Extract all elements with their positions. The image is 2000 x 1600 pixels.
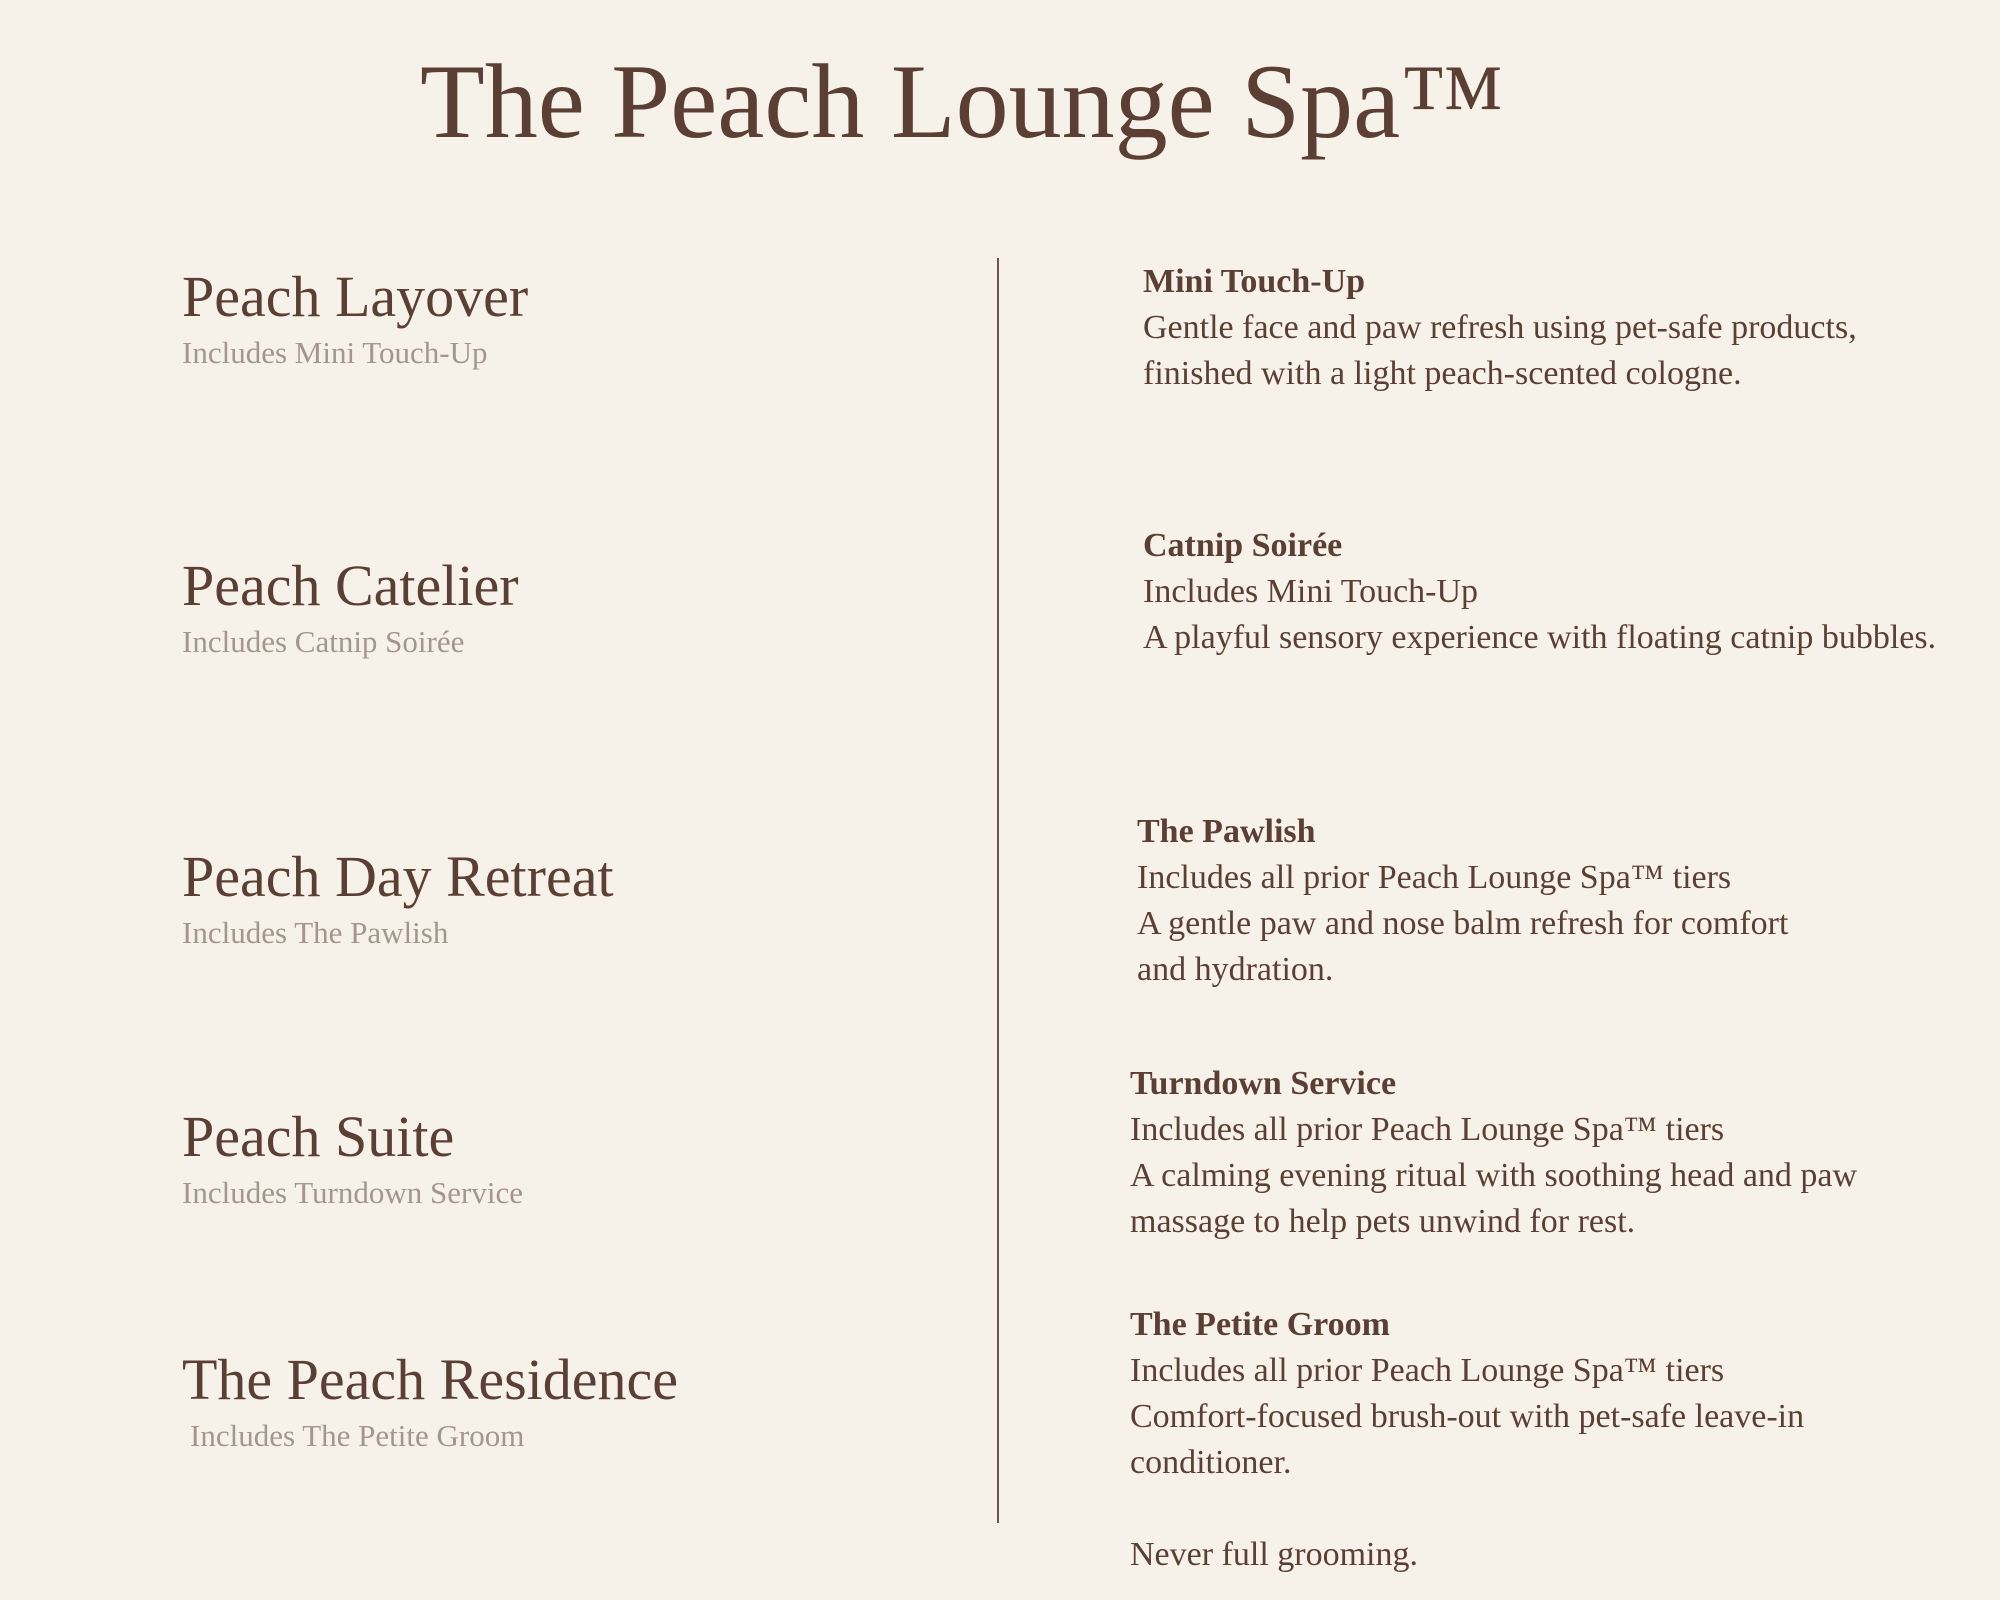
service-description: A calming evening ritual with soothing head and paw massage to help pets unwind for rest. [1130,1157,1858,1240]
service-catnip-soiree [1143,523,1937,661]
service-description: Gentle face and paw refresh using pet-safe products, finished with a light peach-scented cologne. [1143,309,1857,392]
tier-peach-catelier [182,552,942,662]
service-name: Catnip Soirée [1143,527,1343,564]
service-note: Never full grooming. [1130,1536,1418,1573]
service-the-petite-groom [1130,1302,1890,1578]
tier-name: Peach Catelier [182,553,519,618]
tier-name: Peach Layover [182,264,529,329]
column-divider [997,258,999,1523]
tier-includes: Includes The Petite Groom [190,1418,525,1453]
service-name: The Pawlish [1137,813,1316,850]
tier-peach-suite [182,1103,942,1213]
tier-name: The Peach Residence [182,1347,679,1412]
tier-includes: Includes Mini Touch-Up [182,335,488,370]
service-description: A gentle paw and nose balm refresh for comfort and hydration. [1137,905,1789,988]
tier-name: Peach Day Retreat [182,844,614,909]
service-name: Turndown Service [1130,1065,1397,1102]
tier-peach-layover [182,263,942,373]
service-mini-touch-up [1143,259,1903,397]
tier-name: Peach Suite [182,1104,455,1169]
service-includes: Includes all prior Peach Lounge Spa™ tiers [1137,859,1732,896]
service-includes: Includes Mini Touch-Up [1143,573,1479,610]
service-name: Mini Touch-Up [1143,263,1366,300]
service-name: The Petite Groom [1130,1306,1390,1343]
tier-includes: Includes The Pawlish [182,915,449,950]
service-includes: Includes all prior Peach Lounge Spa™ tiers [1130,1111,1725,1148]
tier-includes: Includes Turndown Service [182,1175,523,1210]
tier-the-peach-residence [182,1346,942,1456]
service-description: Comfort-focused brush-out with pet-safe leave-in conditioner. [1130,1398,1805,1481]
tier-includes: Includes Catnip Soirée [182,624,465,659]
tier-peach-day-retreat [182,843,942,953]
service-description: A playful sensory experience with floating catnip bubbles. [1143,619,1937,656]
service-turndown-service [1130,1061,1890,1245]
service-the-pawlish [1137,809,1897,993]
page-title: The Peach Lounge Spa™ [420,43,1505,160]
service-includes: Includes all prior Peach Lounge Spa™ tiers [1130,1352,1725,1389]
